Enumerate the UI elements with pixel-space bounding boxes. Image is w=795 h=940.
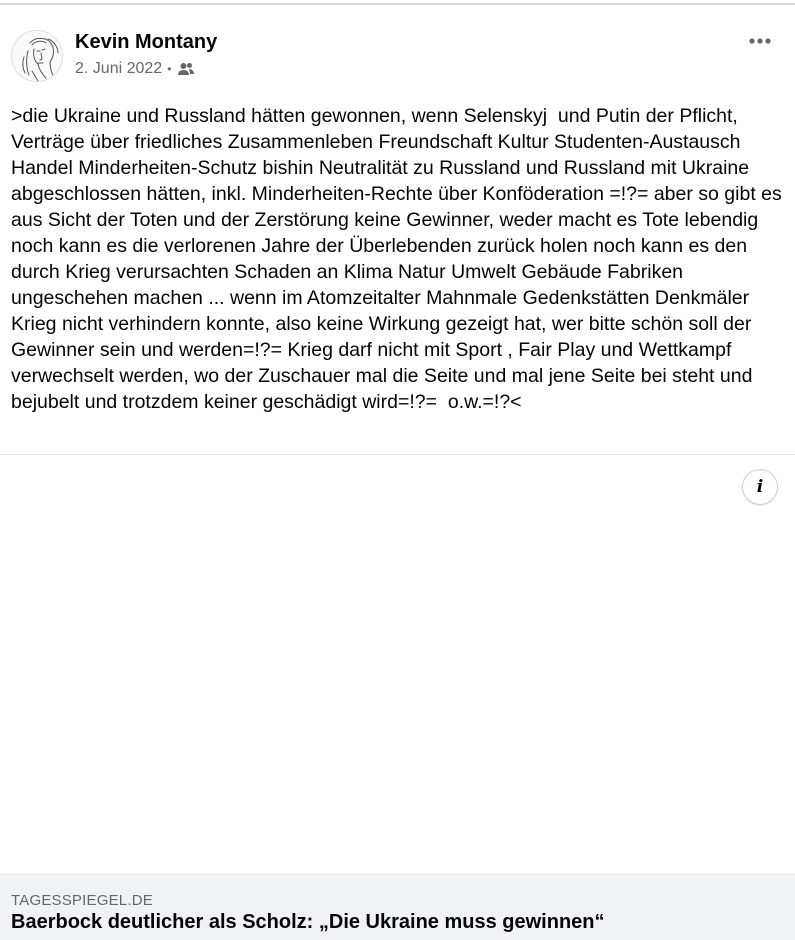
post-meta <box>75 59 195 79</box>
friends-icon[interactable] <box>177 61 195 77</box>
info-button[interactable] <box>742 469 778 505</box>
more-options-button[interactable] <box>740 26 780 56</box>
link-title[interactable]: Baerbock deutlicher als Scholz: „Die Ukraine muss gewinnen“ <box>11 911 605 933</box>
post-header <box>0 0 795 100</box>
link-preview-image[interactable] <box>0 455 795 874</box>
info-icon: i <box>756 476 764 497</box>
link-domain: TAGESSPIEGEL.DE <box>11 892 153 909</box>
author-name[interactable]: Kevin Montany <box>75 31 218 53</box>
link-preview[interactable] <box>0 874 795 940</box>
post-date[interactable]: 2. Juni 2022 <box>75 60 163 77</box>
avatar[interactable] <box>11 30 63 82</box>
post-text: >die Ukraine und Russland hätten gewonnen, wenn Selenskyj und Putin der Pflicht, Verträge über friedliches Zusammenleben Freundschaft Kultur Studenten-Austausch Handel Minderheiten-Schutz bishin Neutralität zu Russland und Russland mit Ukraine abgeschlossen hätten, inkl. Minderheiten-Rechte über Konföderation =!?= aber so gibt es aus Sicht der Toten und der Zerstörung keine Gewinner, weder macht es Tote lebendig noch kann es die verlorenen Jahre der Überlebenden zurück holen noch kann es den durch Krieg verursachten Schaden an Klima Natur Umwelt Gebäude Fabriken ungeschehen machen ... wenn im Atomzeitalter Mahnmale Gedenkstätten Denkmäler Krieg nicht verhindern konnte, also keine Wirkung gezeigt hat, wer bitte schön soll der Gewinner sein und werden=!?= Krieg darf nicht mit Sport , Fair Play und Wettkampf verwechselt werden, wo der Zuschauer mal die Seite und mal jene Seite bei steht und bejubelt und trotzdem keiner geschädigt wird=!?= o.w.=!?< <box>11 105 788 413</box>
meta-separator: • <box>167 62 172 76</box>
more-options-icon <box>749 38 771 44</box>
avatar-sketch-image <box>12 31 63 82</box>
